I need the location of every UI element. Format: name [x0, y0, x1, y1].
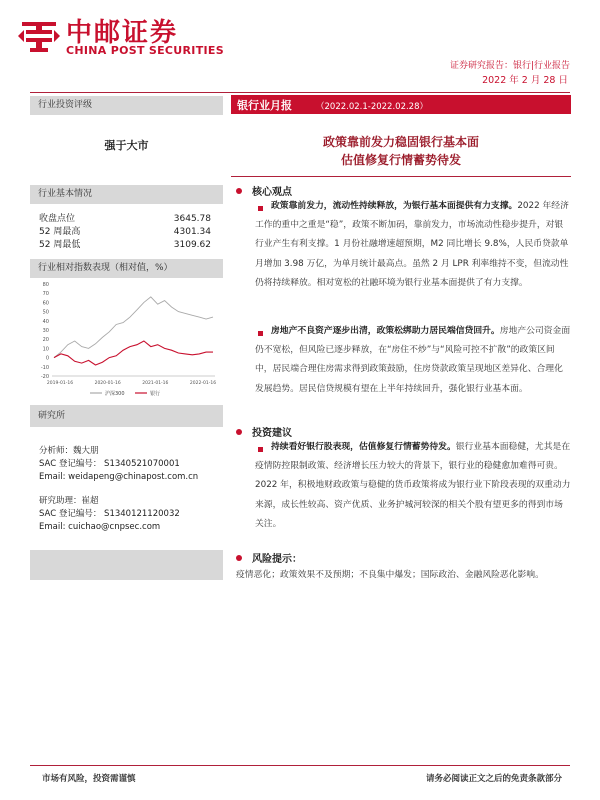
- legend-label: 银行: [150, 391, 161, 397]
- report-title-line2: 估值修复行情蓄势待发: [340, 153, 461, 167]
- basics-value: 4301.34: [173, 227, 211, 237]
- paragraph-body: 2022 年经济工作的重中之重是“稳”，政策不断加码，靠前发力，市场流动性稳步提升，对银行业产生有利支撑。1 月份社融增速超预期，M2 同比增长 9.8%，人民币贷款单月增加 3.98 万亿，为单月统计最高点。虽然 2 月 LPR 利率维持不变，但流动性仍将持续释放。相对宽松的社融环境为银行业基本面提供了有力支撑。: [255, 201, 569, 288]
- analyst-name: 分析师：魏大朋: [39, 446, 99, 456]
- y-tick-label: 60: [42, 300, 49, 307]
- sidebar-footer-band: [30, 550, 223, 580]
- risk-paragraph: 疫情恶化；政策效果不及预期；不良集中爆发；国际政治、金融风险恶化影响。: [236, 570, 544, 580]
- breadcrumb: 证券研究报告：银行|行业报告: [449, 61, 570, 71]
- series-line: [54, 297, 213, 358]
- basics-label: 52 周最低: [39, 240, 81, 250]
- analyst-sac: SAC 登记编号： S1340521070001: [39, 459, 180, 469]
- section-bullet-icon: [236, 429, 242, 435]
- basics-list: [30, 213, 223, 252]
- analyst-sac: SAC 登记编号： S1340121120032: [39, 509, 180, 519]
- basics-row: [30, 226, 223, 239]
- x-tick-label: 2022-01-16: [189, 381, 217, 386]
- research-heading: 研究所: [30, 405, 223, 427]
- report-type: 银行业月报: [237, 99, 292, 112]
- industry-rating: 强于大市: [104, 139, 149, 152]
- sidebar: [30, 96, 223, 580]
- paragraph: [255, 197, 571, 293]
- section-bullet-icon: [236, 188, 242, 194]
- legend-label: 沪深300: [105, 391, 125, 397]
- y-tick-label: 0: [45, 355, 49, 362]
- series-line: [54, 341, 213, 365]
- y-tick-label: 50: [42, 309, 49, 316]
- x-tick-label: 2021-01-16: [142, 381, 169, 386]
- brand-name-cn: 中邮证券: [66, 18, 179, 48]
- basics-label: 收盘点位: [39, 214, 76, 224]
- report-title-line1: 政策靠前发力稳固银行基本面: [322, 135, 479, 149]
- paragraph-body: 银行业基本面稳健，尤其是在疫情防控限制政策、经济增长压力较大的背景下，银行业的稳健愈加难得可贵。2022 年，积极地财政政策与稳健的货币政策将成为银行业下阶段表现的双重动力来源，成长性较高、资产优质、业务护城河较深的相关个股有望更多的得到市场关注。: [255, 442, 571, 529]
- section-title: 投资建议: [252, 428, 292, 439]
- analyst-name: 研究助理：崔超: [39, 496, 99, 506]
- section-bullet-icon: [236, 555, 242, 561]
- relative-index-chart: [30, 278, 223, 401]
- y-tick-label: 20: [42, 337, 49, 344]
- y-tick-label: 10: [42, 346, 49, 353]
- y-tick-label: 80: [42, 282, 49, 288]
- relative-index-chart-svg: [30, 278, 223, 401]
- analyst-email: Email: cuichao@cnpsec.com: [39, 522, 161, 532]
- brand-logo-icon: [18, 14, 60, 56]
- report-period: （2022.02.1-2022.02.28）: [316, 102, 428, 112]
- section-title: 风险提示：: [252, 554, 302, 565]
- x-tick-label: 2020-01-16: [94, 381, 121, 386]
- y-tick-label: 40: [42, 318, 49, 325]
- title-divider: [231, 176, 571, 177]
- y-tick-label: -20: [40, 374, 49, 380]
- rating-heading: 行业投资评级: [30, 96, 223, 115]
- analyst-block: [30, 495, 223, 534]
- basics-row: [30, 239, 223, 252]
- section-title: 核心观点: [252, 187, 292, 198]
- basics-label: 52 周最高: [39, 227, 81, 237]
- paragraph: [255, 322, 571, 399]
- analyst-email: Email: weidapeng@chinapost.com.cn: [39, 472, 199, 482]
- basics-heading: 行业基本情况: [30, 185, 223, 204]
- paragraph: [255, 438, 571, 534]
- index-heading: 行业相对指数表现（相对值，%）: [30, 259, 223, 278]
- basics-value: 3109.62: [173, 240, 211, 250]
- paragraph-lead: 政策靠前发力，流动性持续释放，为银行基本面提供有力支撑。: [271, 201, 518, 211]
- footer-disclaimer-left: 市场有风险，投资需谨慎: [42, 774, 136, 784]
- y-tick-label: -10: [40, 364, 49, 371]
- analyst-block: [30, 445, 223, 484]
- y-tick-label: 30: [42, 328, 49, 334]
- paragraph-lead: 房地产不良资产逐步出清，政策松绑助力居民端信贷回升。: [271, 326, 500, 336]
- basics-row: [30, 213, 223, 226]
- report-date: 2022 年 2 月 28 日: [482, 75, 568, 86]
- footer-disclaimer-right: 请务必阅读正文之后的免责条款部分: [425, 774, 562, 784]
- x-tick-label: 2019-01-16: [46, 381, 74, 386]
- y-tick-label: 70: [42, 291, 49, 298]
- brand-name-en: CHINA POST SECURITIES: [66, 44, 224, 57]
- basics-value: 3645.78: [173, 214, 211, 224]
- paragraph-body: 房地产公司资金面仍不宽松，但风险已逐步释放，在“房住不炒”与“风险可控不扩散”的政策区间中，居民端合理住房需求得到政策鼓励，住房贷款政策呈现地区差异化、合理化发展趋势。居民信贷规模有望在上半年持续回升，强化银行业基本面。: [255, 326, 571, 394]
- footer-divider: [30, 765, 570, 766]
- paragraph-lead: 持续看好银行股表现，估值修复行情蓄势待发。: [271, 442, 456, 452]
